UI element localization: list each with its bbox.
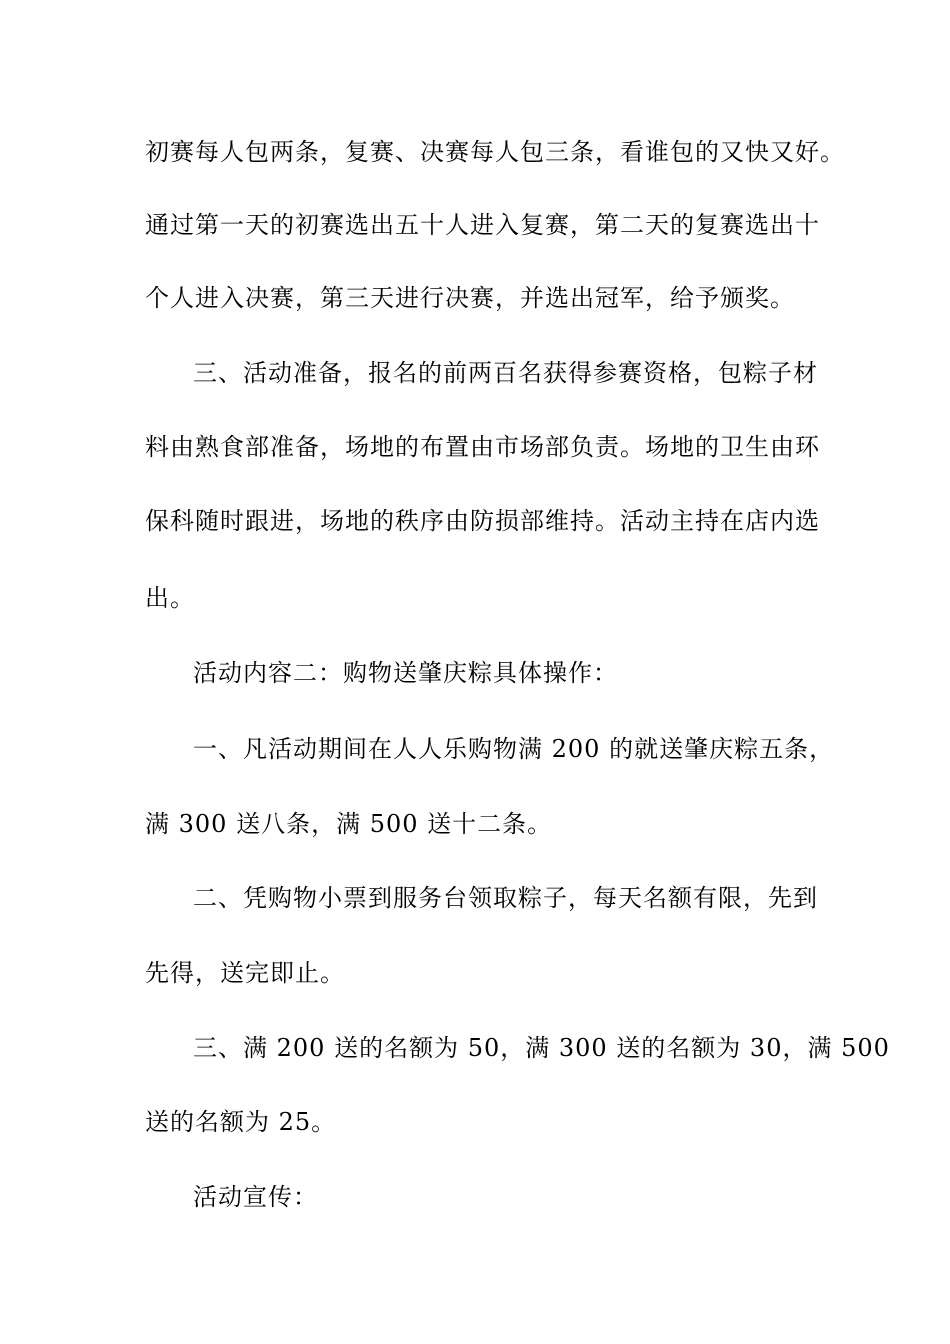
- text-line: 先得，送完即止。: [145, 959, 345, 987]
- text-line: 三、活动准备，报名的前两百名获得参赛资格，包粽子材: [193, 359, 818, 387]
- text-line: 出。: [145, 584, 195, 612]
- text-line: 通过第一天的初赛选出五十人进入复赛，第二天的复赛选出十: [145, 211, 820, 239]
- text-line: 二、凭购物小票到服务台领取粽子，每天名额有限，先到: [193, 884, 818, 912]
- text-line: 送的名额为 25。: [145, 1108, 337, 1136]
- section-heading: 活动宣传：: [193, 1183, 318, 1211]
- text-line: 料由熟食部准备，场地的布置由市场部负责。场地的卫生由环: [145, 433, 820, 461]
- section-heading: 活动内容二：购物送肇庆粽具体操作：: [193, 659, 618, 687]
- text-line: 个人进入决赛，第三天进行决赛，并选出冠军，给予颁奖。: [145, 284, 795, 312]
- text-line: 保科随时跟进，场地的秩序由防损部维持。活动主持在店内选: [145, 507, 820, 535]
- text-line: 满 300 送八条，满 500 送十二条。: [145, 810, 553, 838]
- text-line: 初赛每人包两条，复赛、决赛每人包三条，看谁包的又快又好。: [145, 138, 845, 166]
- text-line: 一、凡活动期间在人人乐购物满 200 的就送肇庆粽五条，: [193, 735, 835, 763]
- text-line: 三、满 200 送的名额为 50，满 300 送的名额为 30，满 500: [193, 1034, 890, 1062]
